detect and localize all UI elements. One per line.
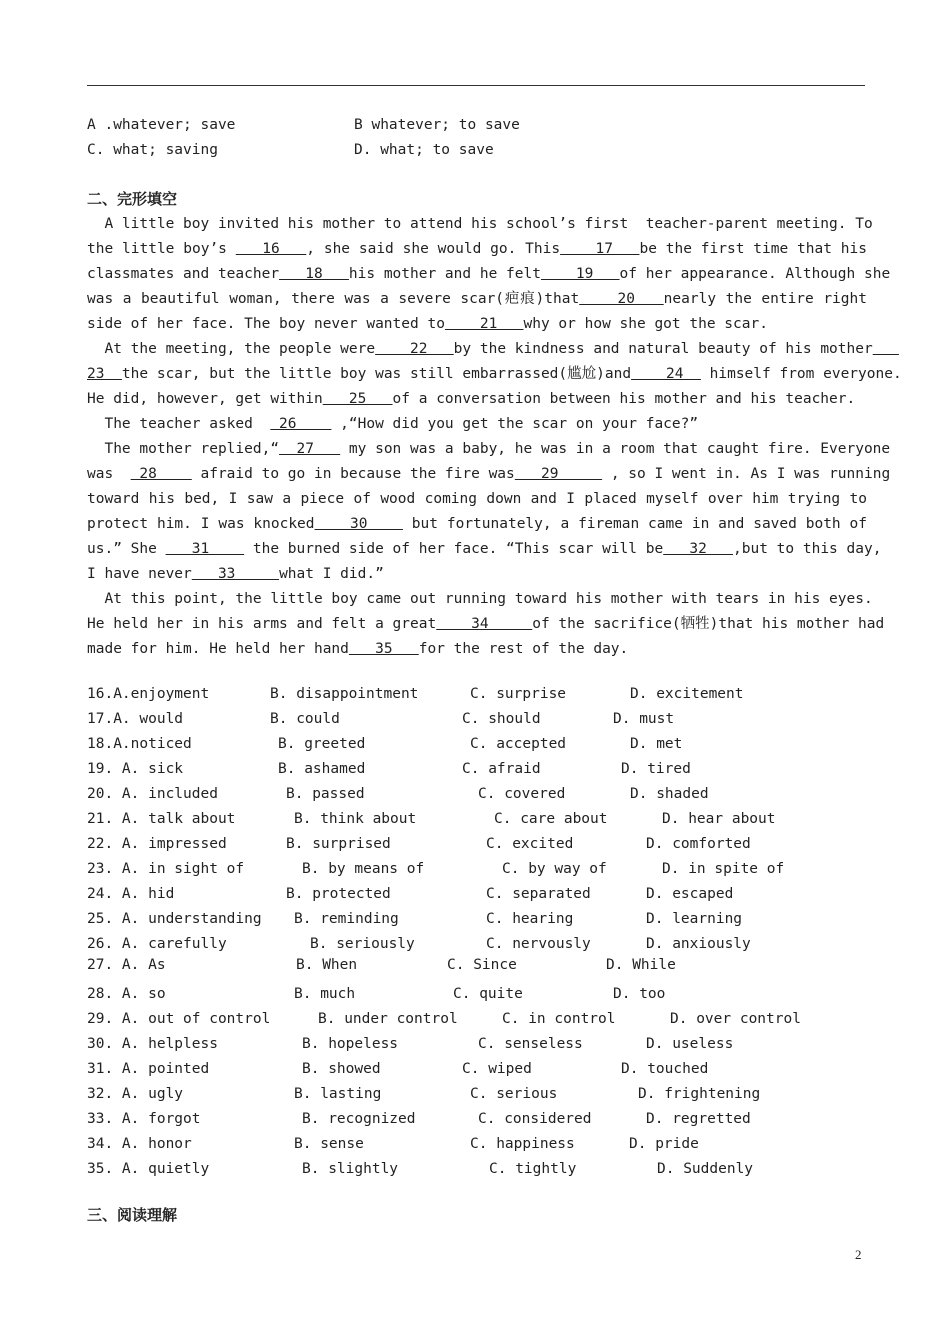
option-d: D. excitement — [630, 686, 744, 702]
option-b: B. hopeless — [302, 1036, 399, 1052]
option-d: D. shaded — [630, 786, 709, 802]
option-a: 24. A. hid — [87, 886, 175, 902]
option-c: C. afraid — [462, 761, 541, 777]
option-b: B. sense — [294, 1136, 364, 1152]
option-a: 18.A.noticed — [87, 736, 192, 752]
passage-line: He held her in his arms and felt a great 34 of the sacrifice(牺牲)that his mother had — [87, 616, 885, 632]
passage-line: The mother replied,“ 27 my son was a baby, he was in a room that caught fire. Everyone — [87, 441, 891, 457]
blank-34: 34 — [436, 616, 533, 632]
option-a: 34. A. honor — [87, 1136, 192, 1152]
option-c: C. nervously — [486, 936, 591, 952]
blank-22: 22 — [375, 341, 454, 357]
header-rule — [87, 85, 865, 86]
option-c: C. senseless — [478, 1036, 583, 1052]
section-title-reading: 三、阅读理解 — [87, 1206, 178, 1224]
option-b: B. surprised — [286, 836, 391, 852]
option-a: 28. A. so — [87, 986, 166, 1002]
option-b: B. reminding — [294, 911, 399, 927]
blank-26: 26 — [270, 416, 332, 432]
option-b: B. slightly — [302, 1161, 399, 1177]
option-d: D. escaped — [646, 886, 734, 902]
option-b: B. could — [270, 711, 340, 727]
option-c: C. excited — [486, 836, 574, 852]
blank-35: 35 — [348, 641, 419, 657]
option-a: 29. A. out of control — [87, 1011, 271, 1027]
passage-line: was 28 afraid to go in because the fire was 29 , so I went in. As I was running — [87, 466, 891, 482]
option-a: 25. A. understanding — [87, 911, 262, 927]
option-c: C. in control — [502, 1011, 616, 1027]
option-c: C. by way of — [502, 861, 607, 877]
blank-31: 31 — [165, 541, 245, 557]
option-d: D. met — [630, 736, 683, 752]
option-b: B. protected — [286, 886, 391, 902]
passage-line: the little boy’s 16 , she said she would go. This 17 be the first time that his — [87, 241, 868, 257]
option-b: B. much — [294, 986, 356, 1002]
option-a: 26. A. carefully — [87, 936, 227, 952]
option-d: D. useless — [646, 1036, 734, 1052]
option-a: 17.A. would — [87, 711, 184, 727]
option-b: B. by means of — [302, 861, 425, 877]
option-c: C. happiness — [470, 1136, 575, 1152]
option-d: D. over control — [670, 1011, 801, 1027]
option-c: C. quite — [453, 986, 523, 1002]
prev-option-a: A .whatever; save — [87, 117, 236, 133]
option-c: C. considered — [478, 1111, 592, 1127]
option-a: 20. A. included — [87, 786, 218, 802]
passage-line: side of her face. The boy never wanted to 21 why or how she got the scar. — [87, 316, 768, 332]
passage-line: At the meeting, the people were 22 by the kindness and natural beauty of his mother — [87, 337, 867, 362]
passage-line: made for him. He held her hand 35 for the rest of the day. — [87, 641, 629, 657]
blank-16: 16 — [235, 241, 307, 257]
passage-line: protect him. I was knocked 30 but fortunately, a fireman came in and saved both of — [87, 516, 867, 532]
option-b: B. recognized — [302, 1111, 416, 1127]
option-c: C. wiped — [462, 1061, 532, 1077]
blank-28: 28 — [130, 466, 192, 482]
option-a: 32. A. ugly — [87, 1086, 184, 1102]
option-d: D. touched — [621, 1061, 709, 1077]
option-b: B. passed — [286, 786, 365, 802]
option-d: D. tired — [621, 761, 691, 777]
blank-29: 29 — [514, 466, 603, 482]
prev-option-b: B whatever; to save — [354, 117, 520, 133]
passage-line: 23 the scar, but the little boy was still embarrassed(尴尬)and 24 himself from everyone. — [87, 366, 902, 382]
option-a: 33. A. forgot — [87, 1111, 201, 1127]
option-d: D. pride — [629, 1136, 699, 1152]
option-b: B. showed — [302, 1061, 381, 1077]
prev-option-d: D. what; to save — [354, 142, 494, 158]
option-b: B. lasting — [294, 1086, 382, 1102]
option-b: B. think about — [294, 811, 417, 827]
option-d: D. must — [613, 711, 675, 727]
option-a: 23. A. in sight of — [87, 861, 245, 877]
option-a: 22. A. impressed — [87, 836, 227, 852]
blank-19: 19 — [540, 266, 620, 282]
option-d: D. Suddenly — [657, 1161, 754, 1177]
option-b: B. disappointment — [270, 686, 419, 702]
blank-30: 30 — [314, 516, 403, 532]
option-c: C. Since — [447, 957, 517, 973]
blank-23: 23 — [87, 366, 122, 382]
blank-32: 32 — [663, 541, 734, 557]
blank-23-start — [873, 341, 899, 357]
option-b: B. under control — [318, 1011, 458, 1027]
section-title-cloze: 二、完形填空 — [87, 190, 178, 208]
blank-20: 20 — [579, 291, 664, 307]
passage-line: At this point, the little boy came out running toward his mother with tears in his eyes. — [87, 591, 873, 607]
option-b: B. ashamed — [278, 761, 366, 777]
option-b: B. When — [296, 957, 358, 973]
option-d: D. learning — [646, 911, 743, 927]
option-b: B. seriously — [310, 936, 415, 952]
passage-line: He did, however, get within 25 of a conversation between his mother and his teacher. — [87, 391, 856, 407]
option-c: C. separated — [486, 886, 591, 902]
passage-line: classmates and teacher 18 his mother and he felt 19 of her appearance. Although she — [87, 266, 891, 282]
option-a: 21. A. talk about — [87, 811, 236, 827]
blank-21: 21 — [444, 316, 524, 332]
option-d: D. frightening — [638, 1086, 761, 1102]
page-number: 2 — [855, 1247, 862, 1262]
option-c: C. should — [462, 711, 541, 727]
option-a: 19. A. sick — [87, 761, 184, 777]
option-a: 30. A. helpless — [87, 1036, 218, 1052]
blank-25: 25 — [322, 391, 393, 407]
option-d: D. While — [606, 957, 676, 973]
option-a: 35. A. quietly — [87, 1161, 210, 1177]
option-c: C. tightly — [489, 1161, 577, 1177]
option-c: C. hearing — [486, 911, 574, 927]
option-d: D. comforted — [646, 836, 751, 852]
passage-line: toward his bed, I saw a piece of wood coming down and I placed myself over him trying to — [87, 491, 867, 507]
option-a: 16.A.enjoyment — [87, 686, 210, 702]
blank-18: 18 — [279, 266, 349, 282]
blank-33: 33 — [191, 566, 280, 582]
option-d: D. hear about — [662, 811, 776, 827]
blank-27: 27 — [279, 441, 341, 457]
option-c: C. accepted — [470, 736, 567, 752]
option-a: 27. A. As — [87, 957, 166, 973]
blank-17: 17 — [560, 241, 640, 257]
blank-24: 24 — [631, 366, 701, 382]
option-c: C. care about — [494, 811, 608, 827]
option-d: D. anxiously — [646, 936, 751, 952]
passage-line: The teacher asked 26 ,“How did you get the scar on your face?” — [87, 416, 699, 432]
option-d: D. regretted — [646, 1111, 751, 1127]
option-d: D. too — [613, 986, 666, 1002]
passage-line: us.” She 31 the burned side of her face. “This scar will be 32 ,but to this day, — [87, 541, 882, 557]
option-c: C. surprise — [470, 686, 567, 702]
option-b: B. greeted — [278, 736, 366, 752]
option-a: 31. A. pointed — [87, 1061, 210, 1077]
option-c: C. serious — [470, 1086, 558, 1102]
option-d: D. in spite of — [662, 861, 785, 877]
option-c: C. covered — [478, 786, 566, 802]
passage-line: A little boy invited his mother to attend his school’s first teacher-parent meeting. To — [87, 216, 873, 232]
prev-option-c: C. what; saving — [87, 142, 218, 158]
passage-line: was a beautiful woman, there was a severe scar(疤痕)that 20 nearly the entire right — [87, 291, 867, 307]
passage-line: I have never 33 what I did.” — [87, 566, 384, 582]
